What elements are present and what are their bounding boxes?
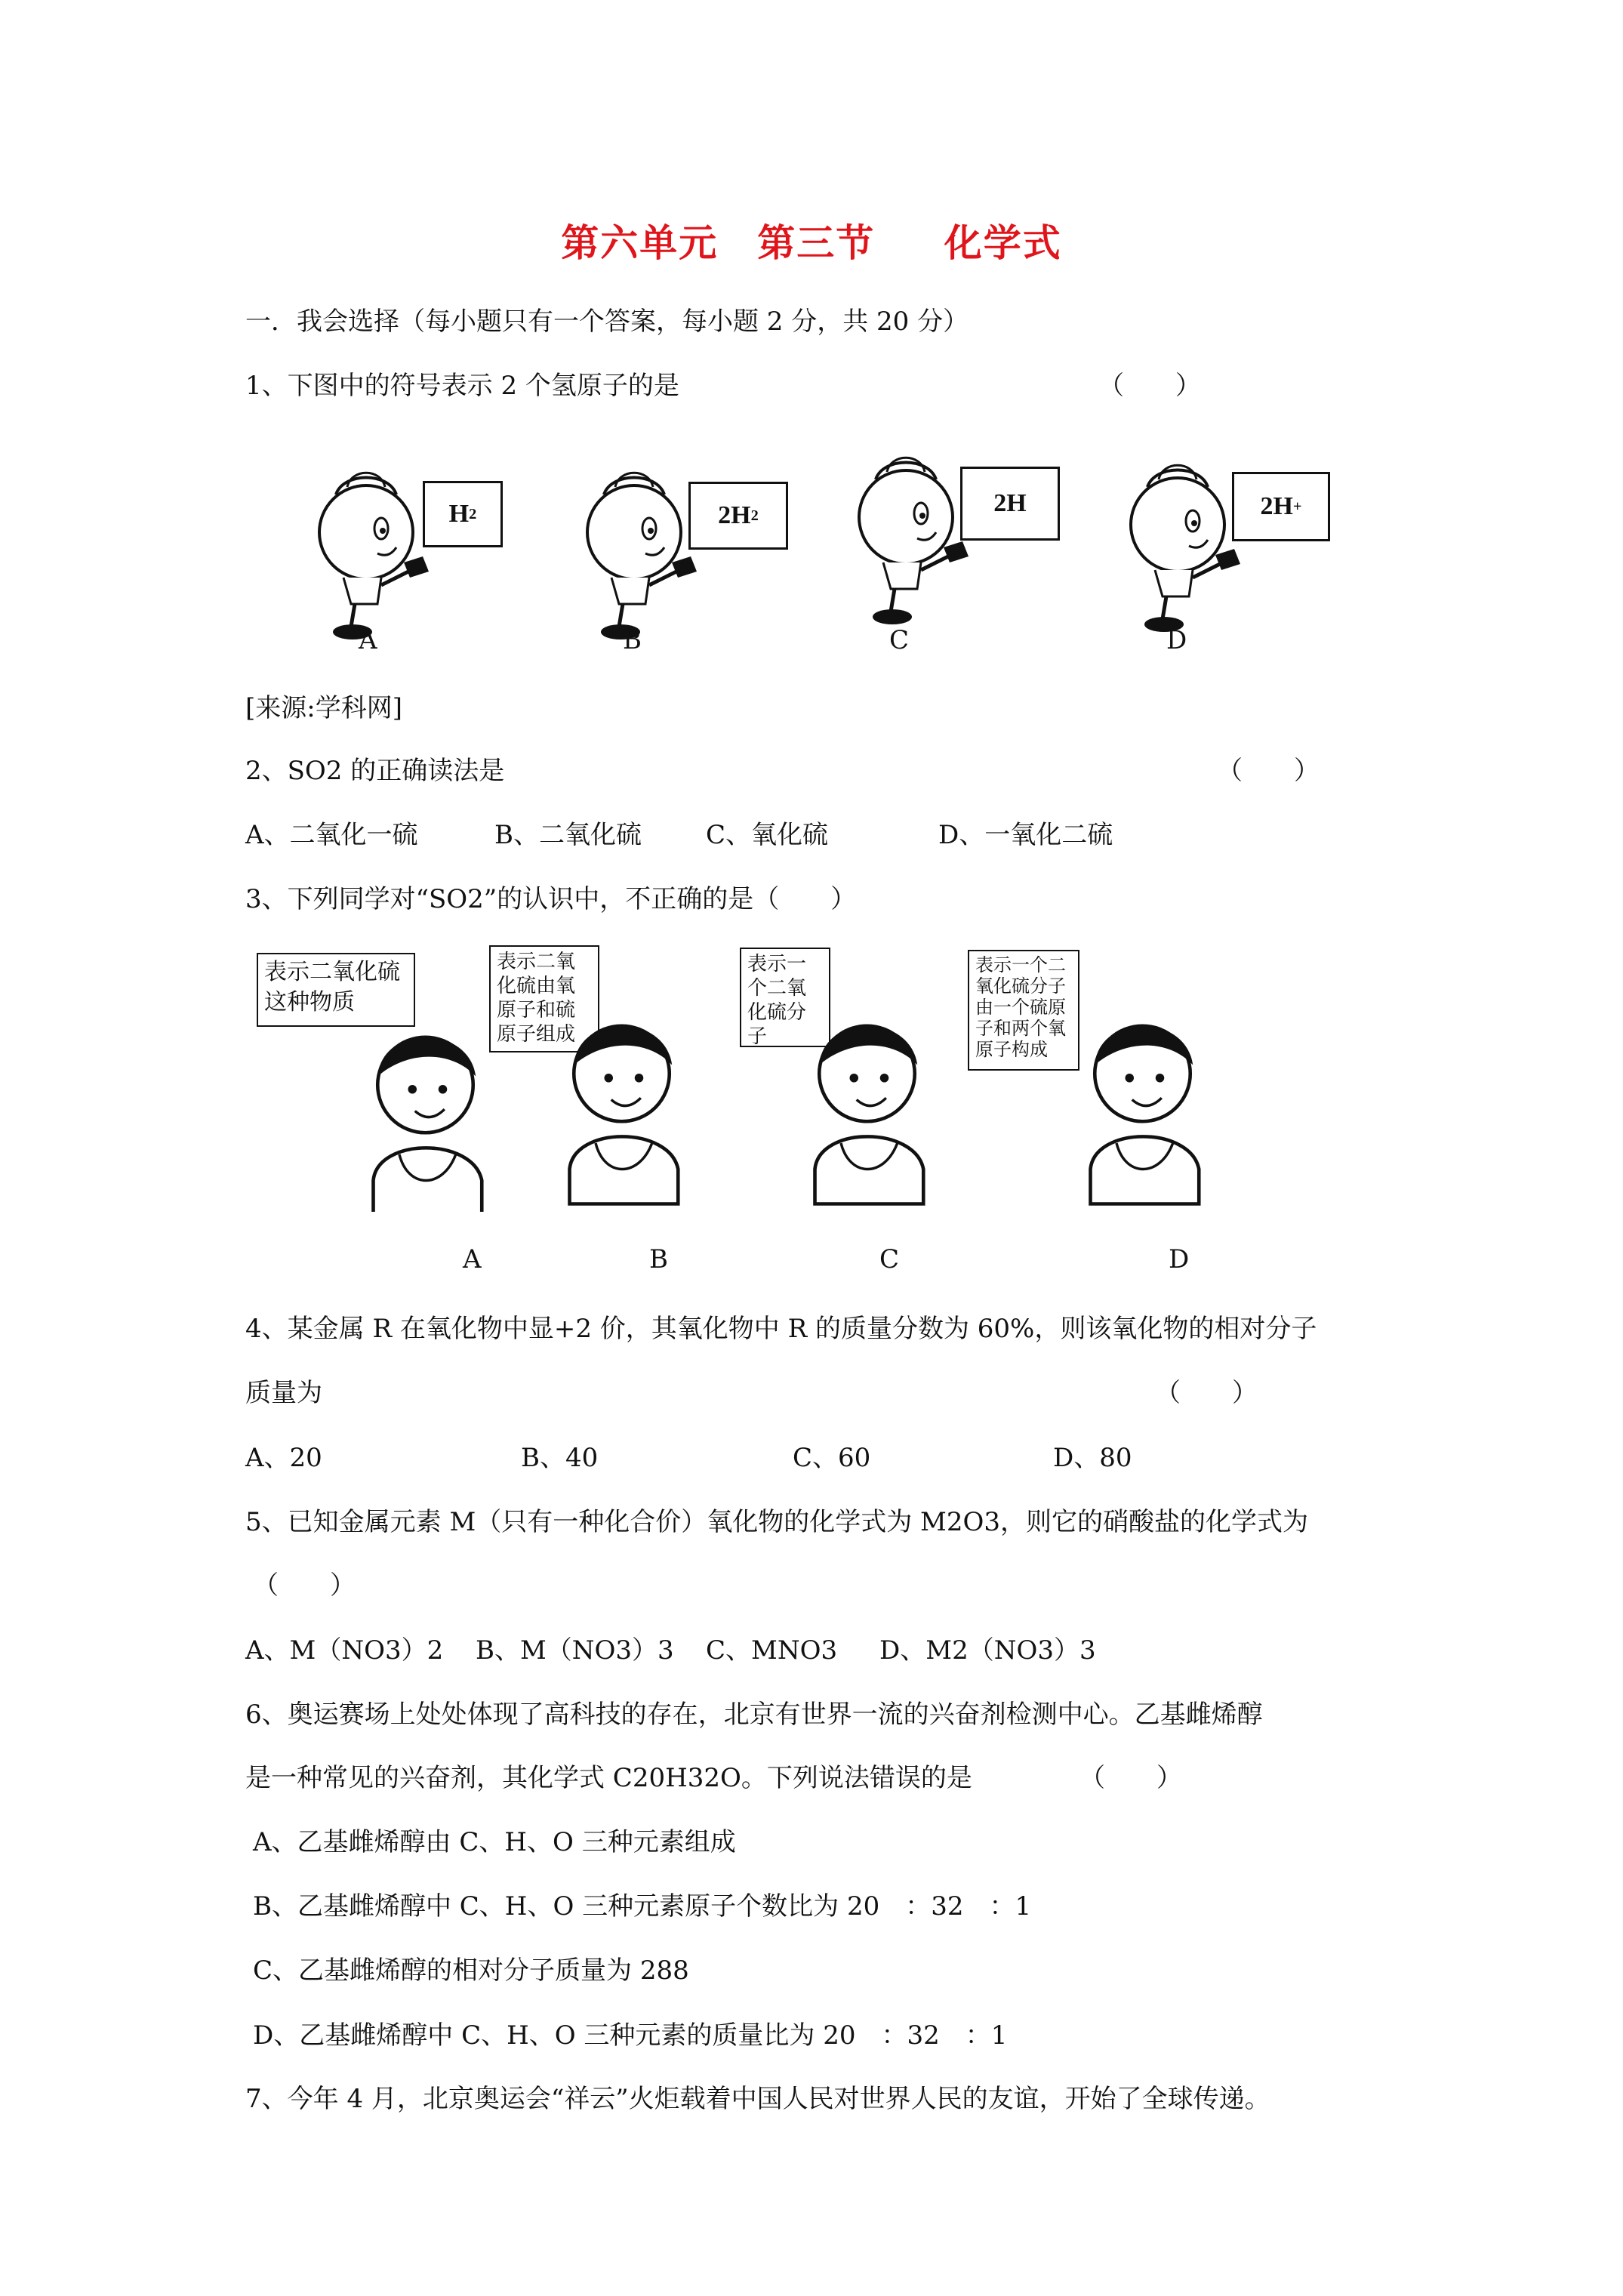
q6-answer-paren[interactable]: （ ） (1079, 1763, 1182, 1793)
q5-option-a[interactable]: A、M（NO3）2 (245, 1635, 444, 1666)
q4-option-c[interactable]: C、60 (793, 1443, 871, 1473)
q3-label-d: D (1169, 1244, 1190, 1274)
q3-label-b: B (649, 1244, 668, 1274)
q1-label-a: A (359, 625, 377, 655)
source-note: [来源:学科网] (245, 693, 402, 723)
q2-option-a[interactable]: A、二氧化一硫 (245, 820, 418, 850)
q4-option-b[interactable]: B、40 (521, 1443, 599, 1473)
q3-figure-c (789, 1004, 955, 1216)
q6-option-b[interactable]: B、乙基雌烯醇中 C、H、O 三种元素原子个数比为 20 ：32 ：1 (253, 1891, 1032, 1922)
q3-bubble-b: 表示二氧化硫由氧原子和硫原子组成 (489, 945, 599, 1052)
q5-option-d[interactable]: D、M2（NO3）3 (879, 1635, 1096, 1666)
q2-stem: 2、SO2 的正确读法是 (245, 756, 505, 786)
q3-figure-a (347, 1015, 513, 1212)
q1-card-d: 2H + (1232, 472, 1330, 541)
q5-stem: 5、已知金属元素 M（只有一种化合价）氧化物的化学式为 M2O3，则它的硝酸盐的化学式为 (245, 1507, 1309, 1537)
q5-answer-paren[interactable]: （ ） (253, 1570, 356, 1601)
q1-figure-a (306, 464, 442, 646)
q4-option-d[interactable]: D、80 (1053, 1443, 1132, 1473)
q3-label-c: C (879, 1244, 900, 1274)
q3-label-a: A (463, 1244, 482, 1274)
q4-stem-continued: 质量为 (245, 1378, 322, 1408)
page-title: 第六单元 第三节 化学式 (561, 220, 1062, 265)
q1-card-c: 2H (960, 467, 1060, 541)
q3-bubble-d: 表示一个二氧化硫分子由一个硫原子和两个氧原子构成 (968, 950, 1079, 1071)
q4-answer-paren[interactable]: （ ） (1155, 1378, 1258, 1408)
section-heading: 一．我会选择（每小题只有一个答案，每小题 2 分，共 20 分） (245, 307, 969, 337)
q4-stem: 4、某金属 R 在氧化物中显+2 价，其氧化物中 R 的质量分数为 60%，则该氧化物的相对分子 (245, 1314, 1317, 1344)
q1-label-b: B (623, 625, 642, 655)
q2-option-d[interactable]: D、一氧化二硫 (938, 820, 1113, 850)
q3-figure-d (1064, 1004, 1230, 1216)
q6-option-d[interactable]: D、乙基雌烯醇中 C、H、O 三种元素的质量比为 20 ：32 ：1 (253, 2020, 1008, 2051)
q3-figure-b (544, 974, 710, 1216)
q1-stem: 1、下图中的符号表示 2 个氢原子的是 (245, 371, 679, 401)
q1-label-d: D (1166, 625, 1187, 655)
q2-option-b[interactable]: B、二氧化硫 (494, 820, 642, 850)
q2-option-c[interactable]: C、氧化硫 (706, 820, 829, 850)
q3-bubble-c: 表示一个二氧化硫分子 (740, 948, 830, 1047)
q7-stem: 7、今年 4 月，北京奥运会“祥云”火炬载着中国人民对世界人民的友谊，开始了全球传递。 (245, 2084, 1270, 2114)
q1-label-c: C (889, 625, 910, 655)
q5-option-c[interactable]: C、MNO3 (706, 1635, 838, 1666)
q1-card-a: H 2 (423, 481, 503, 547)
q1-card-b: 2H 2 (688, 482, 788, 550)
q6-stem: 6、奥运赛场上处处体现了高科技的存在，北京有世界一流的兴奋剂检测中心。乙基雌烯醇 (245, 1700, 1263, 1730)
q3-stem: 3、下列同学对“SO2”的认识中，不正确的是（ ） (245, 884, 857, 914)
q6-stem-continued: 是一种常见的兴奋剂，其化学式 C20H32O。下列说法错误的是 (245, 1763, 972, 1793)
q3-bubble-a: 表示二氧化硫这种物质 (257, 953, 415, 1027)
q4-option-a[interactable]: A、20 (245, 1443, 322, 1473)
q5-option-b[interactable]: B、M（NO3）3 (476, 1635, 674, 1666)
q2-answer-paren[interactable]: （ ） (1217, 756, 1320, 786)
q1-answer-paren[interactable]: （ ） (1098, 371, 1201, 401)
q6-option-a[interactable]: A、乙基雌烯醇由 C、H、O 三种元素组成 (253, 1827, 736, 1857)
q6-option-c[interactable]: C、乙基雌烯醇的相对分子质量为 288 (253, 1955, 689, 1986)
